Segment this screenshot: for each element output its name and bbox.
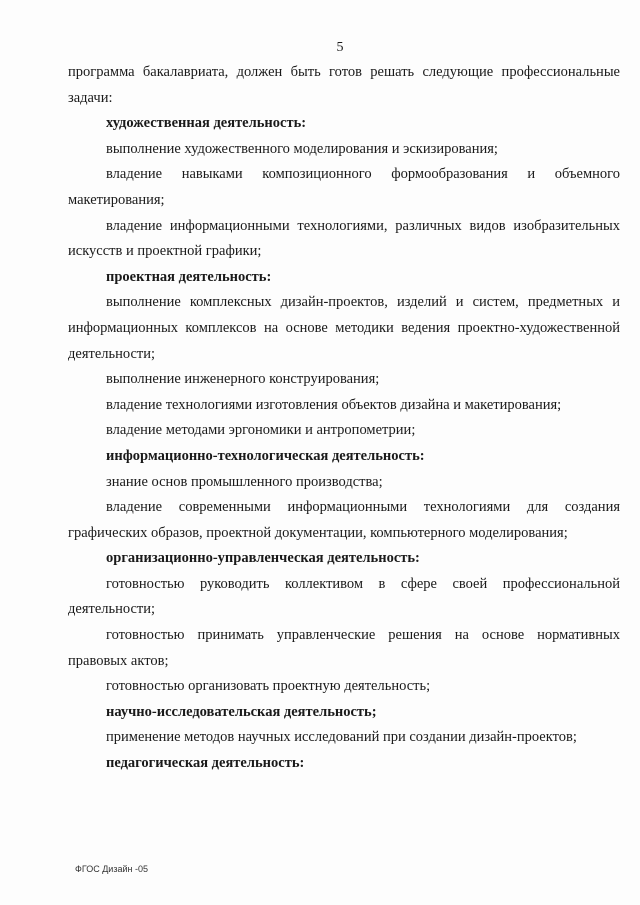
list-item: владение методами эргономики и антропометрии;	[106, 422, 416, 439]
section-heading-management: организационно-управленческая деятельность:	[106, 550, 420, 567]
document-footer: ФГОС Дизайн -05	[75, 864, 148, 874]
list-item: выполнение комплексных дизайн-проектов, изделий и систем, предметных и информационных комплексов на основе методики ведения проектно-художественной деятельности;	[68, 294, 620, 362]
section-heading-pedagogical: педагогическая деятельность:	[106, 755, 305, 772]
list-item: знание основ промышленного производства;	[106, 473, 383, 490]
list-item: применение методов научных исследований при создании дизайн-проектов;	[106, 729, 577, 746]
list-item: владение информационными технологиями, различных видов изобразительных искусств и проектной графики;	[68, 217, 620, 260]
list-item: владение навыками композиционного формообразования и объемного макетирования;	[68, 166, 620, 208]
list-item: владение современными информационными технологиями для создания графических образов, проектной документации, компьютерного моделирования;	[68, 499, 620, 541]
intro-paragraph: программа бакалавриата, должен быть готов решать следующие профессиональные задачи:	[68, 64, 620, 106]
section-heading-it: информационно-технологическая деятельность:	[106, 447, 425, 464]
list-item: готовностью руководить коллективом в сфере своей профессиональной деятельности;	[68, 575, 620, 618]
page-number: 5	[336, 40, 344, 55]
section-heading-research: научно-исследовательская деятельность;	[106, 703, 377, 720]
list-item: владение технологиями изготовления объектов дизайна и макетирования;	[106, 396, 562, 413]
list-item: готовностью принимать управленческие решения на основе нормативных правовых актов;	[68, 627, 620, 669]
list-item: выполнение художественного моделирования и эскизирования;	[106, 140, 498, 157]
section-heading-project: проектная деятельность:	[106, 268, 272, 285]
document-body	[68, 60, 620, 777]
list-item: выполнение инженерного конструирования;	[106, 371, 380, 388]
list-item: готовностью организовать проектную деятельность;	[106, 678, 431, 695]
section-heading-artistic: художественная деятельность:	[106, 115, 307, 132]
